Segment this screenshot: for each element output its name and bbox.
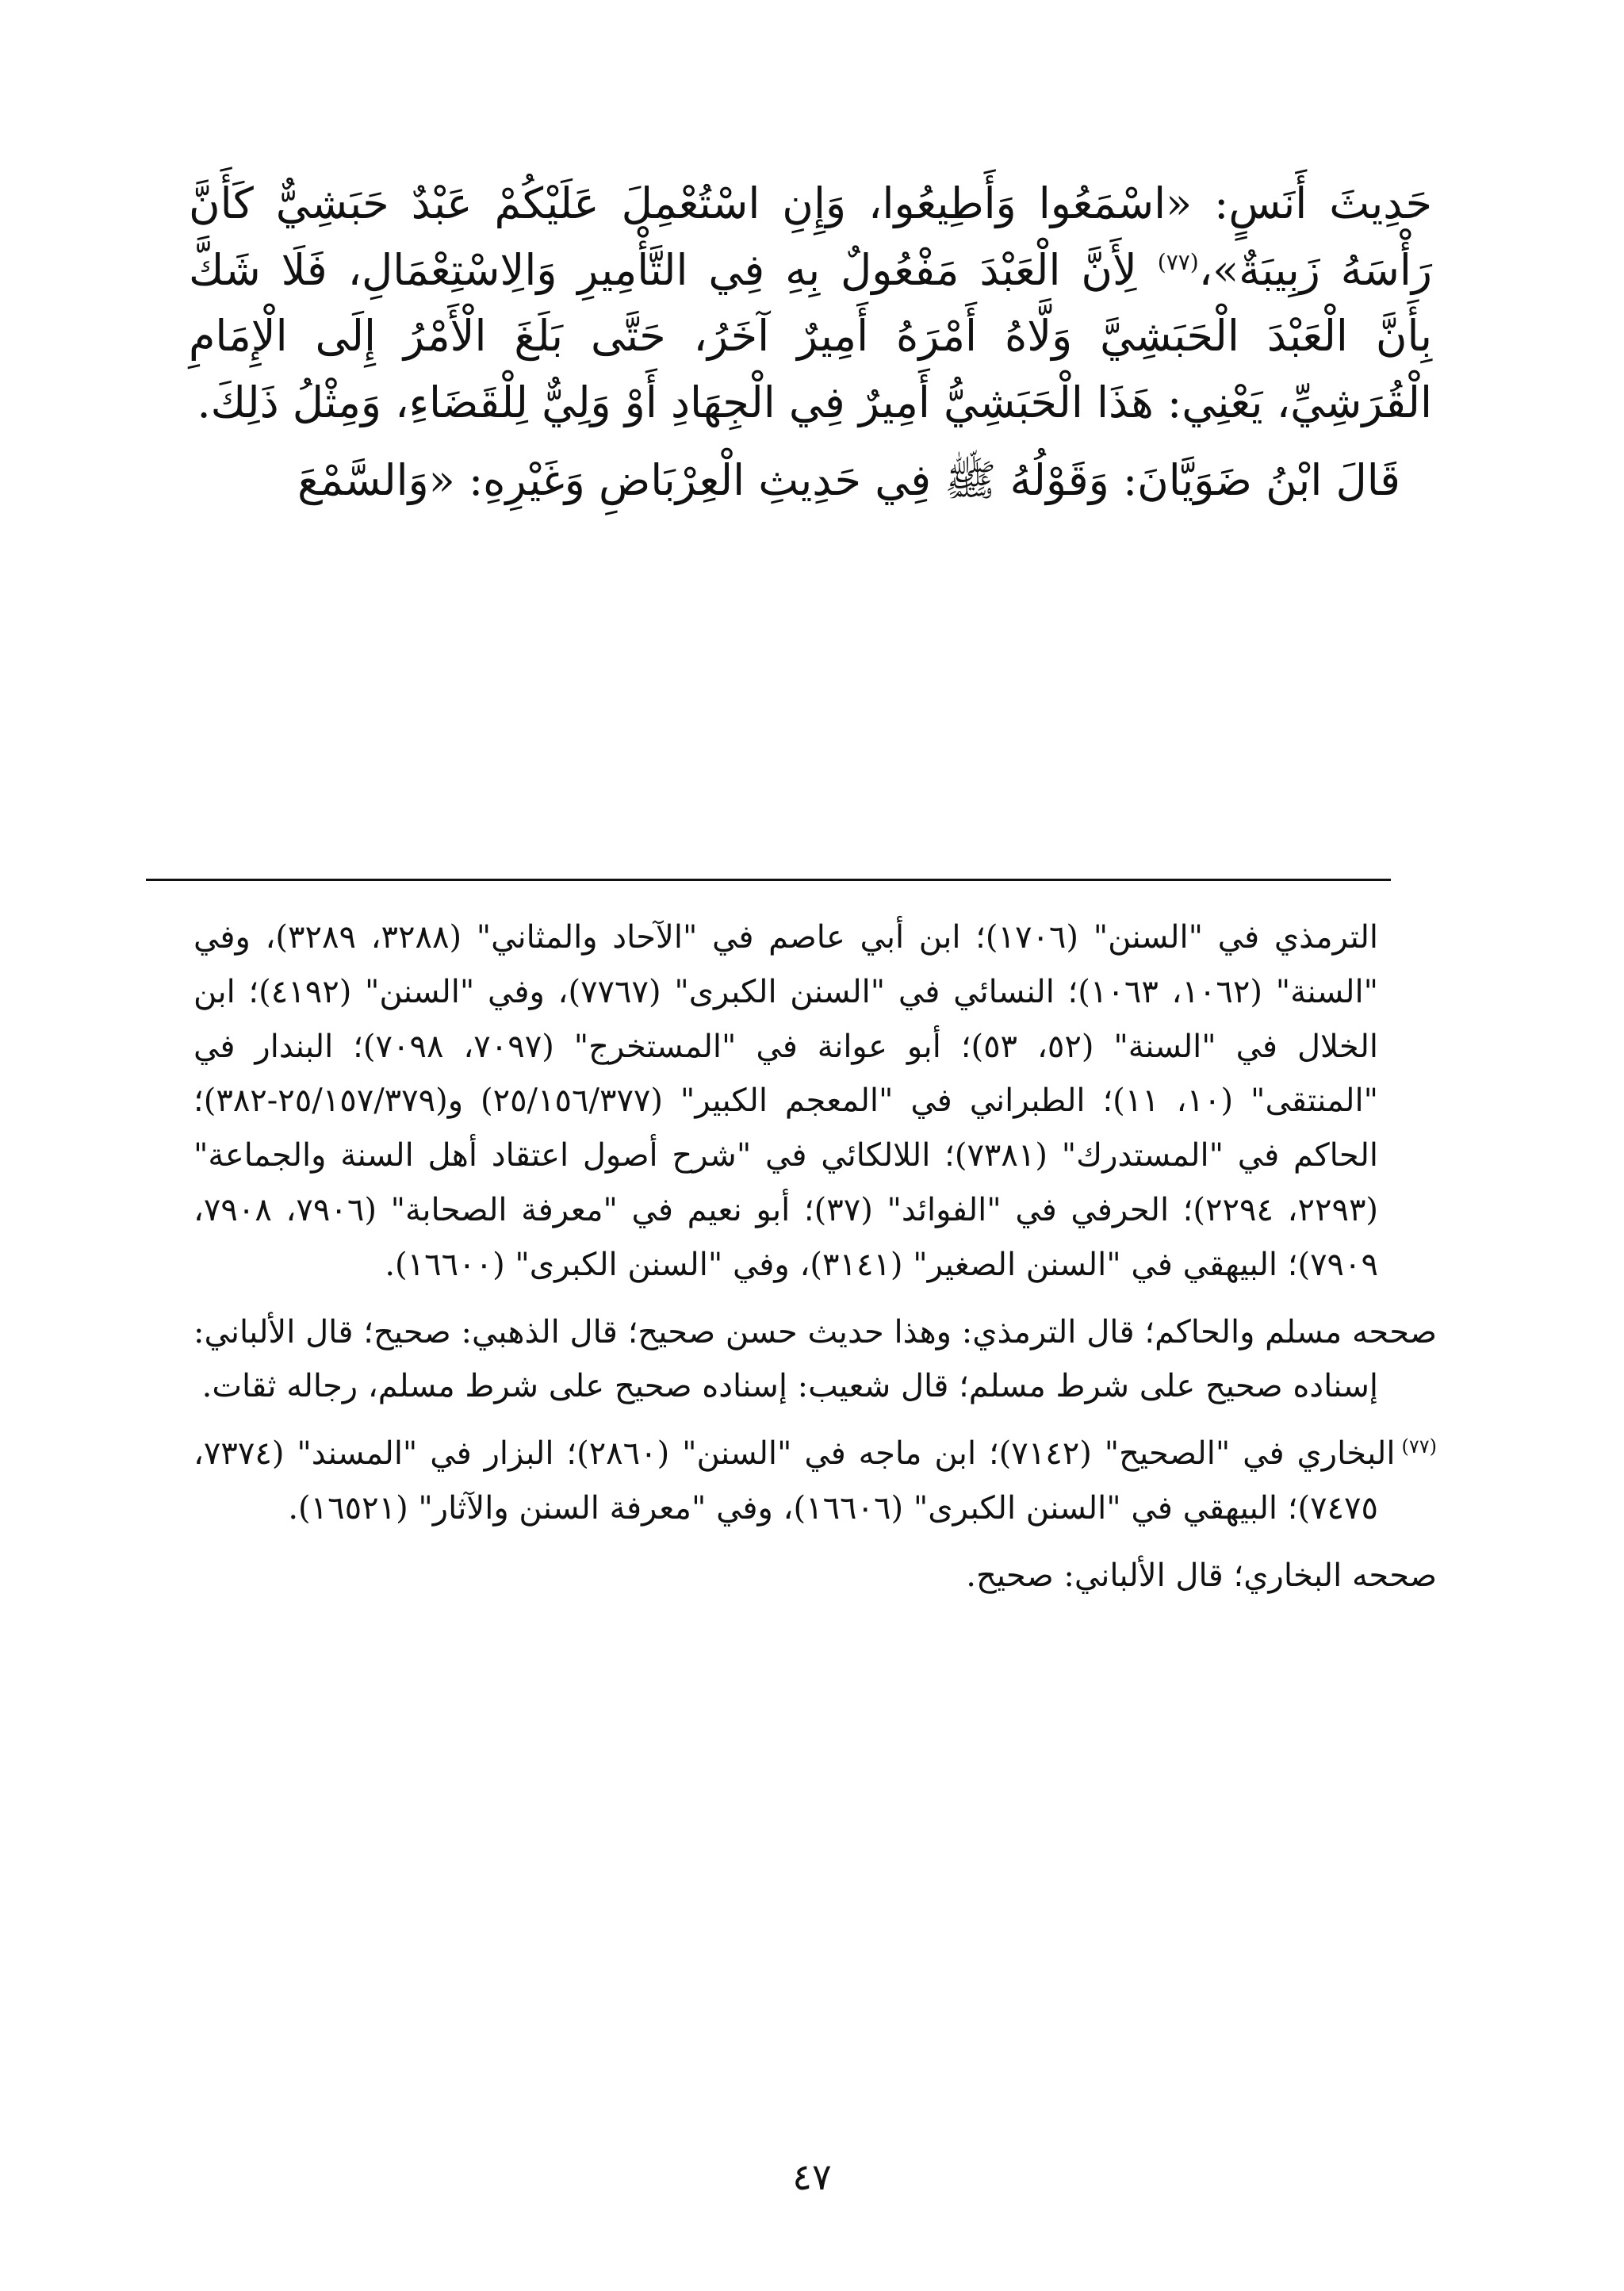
footnotes-section: [193, 910, 1437, 1616]
main-text: [189, 170, 1432, 513]
main-paragraph-1-part-1: حَدِيثَ أَنَسٍ: «اسْمَعُوا وَأَطِيعُوا، وَإِنِ اسْتُعْمِلَ عَلَيْكُمْ عَبْدٌ حَبَشِيٌّ كَأَنَّ رَأْسَهُ زَبِيبَةٌ»،: [189, 178, 1432, 295]
footnote-77: [193, 1427, 1437, 1536]
main-paragraph-1: [189, 170, 1432, 436]
main-paragraph-2: قَالَ ابْنُ ضَوَيَّانَ: وَقَوْلُهُ ﷺ فِي حَدِيثِ الْعِرْبَاضِ وَغَيْرِهِ: «وَالسَّمْعَ: [297, 454, 1400, 505]
footnote-76-continuation: الترمذي في "السنن" (١٧٠٦)؛ ابن أبي عاصم في "الآحاد والمثاني" (٣٢٨٨، ٣٢٨٩)، وفي "السنة" (١٠٦٢، ١٠٦٣)؛ النسائي في "السنن الكبرى" (٧٧٦٧)، وفي "السنن" (٤١٩٢)؛ ابن الخلال في "السنة" (٥٢، ٥٣)؛ أبو عوانة في "المستخرج" (٧٠٩٧، ٧٠٩٨)؛ البندار في "المنتقى" (١٠، ١١)؛ الطبراني في "المعجم الكبير" (٢٥/١٥٦/٣٧٧) و(٢٥/١٥٧/٣٧٩-٣٨٢)؛ الحاكم في "المستدرك" (٧٣٨١)؛ اللالكائي في "شرح أصول اعتقاد أهل السنة والجماعة" (٢٢٩٣، ٢٢٩٤)؛ الحرفي في "الفوائد" (٣٧)؛ أبو نعيم في "معرفة الصحابة" (٧٩٠٦، ٧٩٠٨، ٧٩٠٩)؛ البيهقي في "السنن الصغير" (٣١٤١)، وفي "السنن الكبرى" (١٦٦٠٠).: [193, 919, 1379, 1283]
footnote-reference-77[interactable]: (٧٧): [1157, 248, 1199, 275]
main-paragraph-1-part-2: لِأَنَّ الْعَبْدَ مَفْعُولٌ بِهِ فِي التَّأْمِيرِ وَالِاسْتِعْمَالِ، فَلَا شَكَّ بِأَنَّ الْعَبْدَ الْحَبَشِيَّ وَلَّاهُ أَمْرَهُ أَمِيرٌ آخَرُ، حَتَّى بَلَغَ الْأَمْرُ إِلَى الْإِمَامِ الْقُرَشِيِّ، يَعْنِي: هَذَا الْحَبَشِيُّ أَمِيرٌ فِي الْجِهَادِ أَوْ وَلِيٌّ لِلْقَضَاءِ، وَمِثْلُ ذَلِكَ.: [189, 244, 1432, 428]
footnote-76-grading: صححه مسلم والحاكم؛ قال الترمذي: وهذا حديث حسن صحيح؛ قال الذهبي: صحيح؛ قال الألباني: إسناده صحيح على شرط مسلم؛ قال شعيب: إسناده صحيح على شرط مسلم، رجاله ثقات.: [193, 1313, 1437, 1405]
footnote-77-text: البخاري في "الصحيح" (٧١٤٢)؛ ابن ماجه في "السنن" (٢٨٦٠)؛ البزار في "المسند" (٧٣٧٤، ٧٤٧٥)؛ البيهقي في "السنن الكبرى" (١٦٦٠٦)، وفي "معرفة السنن والآثار" (١٦٥٢١).: [193, 1435, 1396, 1527]
page-number: ٤٧: [792, 2155, 832, 2198]
footnote-77-grading: صححه البخاري؛ قال الألباني: صحيح.: [966, 1557, 1437, 1594]
footnote-separator: [146, 879, 1391, 881]
footnote-77-number: (٧٧): [1401, 1435, 1438, 1458]
